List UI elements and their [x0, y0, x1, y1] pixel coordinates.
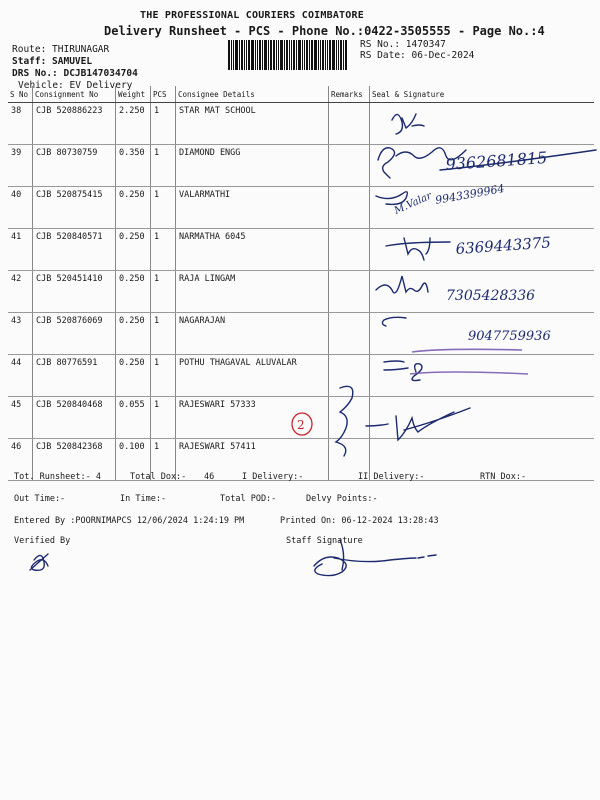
cell-sno: 43: [8, 313, 33, 355]
cell-pcs: 1: [151, 313, 176, 355]
cell-consignee-details: RAJA LINGAM: [176, 271, 329, 313]
runsheet-subtitle: Delivery Runsheet - PCS - Phone No.:0422-3505555 - Page No.:4: [104, 24, 545, 38]
signature-42: [376, 276, 428, 293]
cell-pcs: 1: [151, 145, 176, 187]
cell-consignee-details: POTHU THAGAVAL ALUVALAR: [176, 355, 329, 397]
cell-sno: 42: [8, 271, 33, 313]
handwritten-phone-39: 9362681815: [444, 147, 548, 174]
col-seal-signature: Seal & Signature: [370, 86, 595, 103]
cell-consignment-no: CJB 520875415: [33, 187, 116, 229]
stamp-44: [410, 349, 528, 374]
handwritten-phone-42: 7305428336: [446, 288, 536, 304]
col-consignment: Consignment No: [33, 86, 116, 103]
signature-38: [392, 114, 424, 134]
signature-43: [382, 317, 406, 326]
cell-consignment-no: CJB 520876069: [33, 313, 116, 355]
cell-weight: 0.250: [116, 187, 151, 229]
vehicle-label: Vehicle: EV Delivery: [18, 80, 133, 91]
cell-consignee-details: STAR MAT SCHOOL: [176, 103, 329, 145]
cell-consignee-details: RAJESWARI 57333: [176, 397, 329, 439]
staff-label: Staff: SAMUVEL: [12, 56, 93, 67]
cell-consignee-details: DIAMOND ENGG: [176, 145, 329, 187]
signature-44: [384, 361, 422, 381]
staff-signature-label: Staff Signature: [286, 536, 363, 546]
cell-pcs: 1: [151, 103, 176, 145]
cell-consignment-no: CJB 80730759: [33, 145, 116, 187]
cell-consignment-no: CJB 80776591: [33, 355, 116, 397]
cell-consignee-details: NARMATHA 6045: [176, 229, 329, 271]
cell-pcs: 1: [151, 271, 176, 313]
cell-consignment-no: CJB 520840571: [33, 229, 116, 271]
cell-consignee-details: RAJESWARI 57411: [176, 439, 329, 481]
cell-sno: 41: [8, 229, 33, 271]
cell-sno: 45: [8, 397, 33, 439]
col-weight: Weight: [116, 86, 151, 103]
cell-sno: 38: [8, 103, 33, 145]
entered-by: Entered By :POORNIMAPCS 12/06/2024 1:24:19 PM: [14, 516, 245, 526]
handwritten-name-40: M.Valar: [392, 190, 434, 217]
cell-pcs: 1: [151, 397, 176, 439]
cell-consignment-no: CJB 520842368: [33, 439, 116, 481]
company-title: THE PROFESSIONAL COURIERS COIMBATORE: [140, 10, 364, 21]
cell-sno: 46: [8, 439, 33, 481]
verified-signature: [30, 554, 48, 570]
cell-weight: 2.250: [116, 103, 151, 145]
out-time: Out Time:-: [14, 494, 66, 504]
cell-pcs: 1: [151, 229, 176, 271]
signature-41: [386, 238, 450, 260]
cell-pcs: 1: [151, 187, 176, 229]
total-dox-value: 46: [204, 472, 215, 482]
total-dox-label: Total Dox:-: [130, 472, 187, 482]
cell-weight: 0.350: [116, 145, 151, 187]
cell-weight: 0.250: [116, 271, 151, 313]
signature-46: [366, 408, 470, 440]
signature-45-46: [336, 386, 353, 456]
i-delivery: I Delivery:-: [242, 472, 304, 482]
cell-sno: 44: [8, 355, 33, 397]
verified-by-label: Verified By: [14, 536, 71, 546]
route-label: Route: THIRUNAGAR: [12, 44, 110, 55]
ii-delivery: II Delivery:-: [358, 472, 425, 482]
handwritten-phone-43: 9047759936: [468, 329, 551, 344]
drs-number: DRS No.: DCJB147034704: [12, 68, 138, 79]
cell-consignee-details: VALARMATHI: [176, 187, 329, 229]
cell-weight: 0.250: [116, 313, 151, 355]
rs-number: RS No.: 1470347: [360, 39, 446, 50]
cell-sno: 40: [8, 187, 33, 229]
in-time: In Time:-: [120, 494, 167, 504]
handwritten-circled-number: 2: [297, 418, 305, 432]
col-sno: S No: [8, 86, 33, 103]
cell-consignee-details: NAGARAJAN: [176, 313, 329, 355]
rtn-dox: RTN Dox:-: [480, 472, 527, 482]
cell-pcs: 1: [151, 355, 176, 397]
handwritten-phone-41: 6369443375: [455, 233, 552, 258]
handwritten-phone-40: 9943399964: [434, 181, 506, 207]
tot-runsheet: Tot. Runsheet:- 4: [14, 472, 101, 482]
printed-on: Printed On: 06-12-2024 13:28:43: [280, 516, 439, 526]
cell-weight: 0.250: [116, 355, 151, 397]
cell-weight: 0.250: [116, 229, 151, 271]
cell-consignment-no: CJB 520886223: [33, 103, 116, 145]
delvy-points: Delvy Points:-: [306, 494, 378, 504]
cell-pcs: 1: [151, 439, 176, 481]
cell-weight: 0.100: [116, 439, 151, 481]
cell-consignment-no: CJB 520840468: [33, 397, 116, 439]
rs-date: RS Date: 06-Dec-2024: [360, 50, 475, 61]
col-pcs: PCS: [151, 86, 176, 103]
total-pod: Total POD:-: [220, 494, 277, 504]
cell-consignment-no: CJB 520451410: [33, 271, 116, 313]
cell-weight: 0.055: [116, 397, 151, 439]
cell-sno: 39: [8, 145, 33, 187]
col-remarks: Remarks: [329, 86, 370, 103]
col-consignee: Consignee Details: [176, 86, 329, 103]
